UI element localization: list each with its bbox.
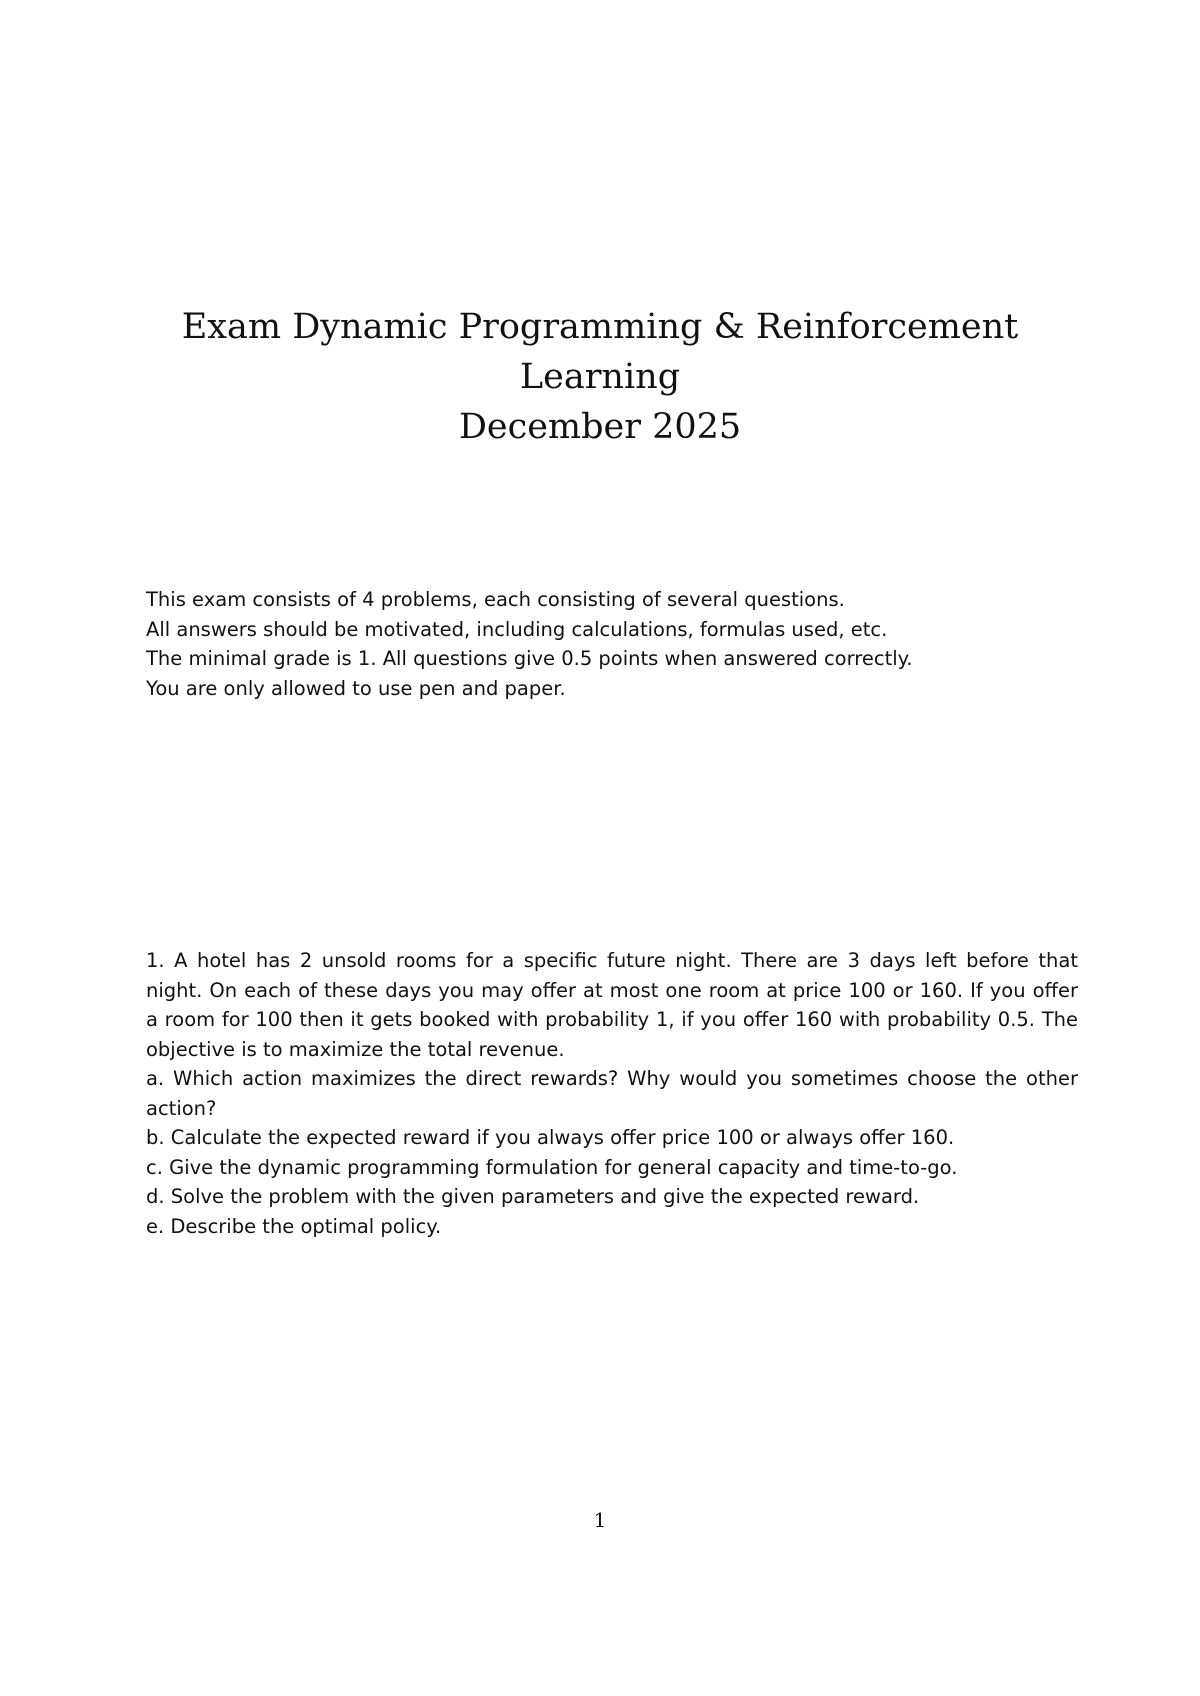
instruction-line: All answers should be motivated, including calculations, formulas used, etc. <box>146 617 888 641</box>
question-e: e. Describe the optimal policy. <box>146 1214 442 1238</box>
title-line-2: Learning <box>519 357 681 397</box>
exam-instructions <box>146 585 1086 703</box>
instruction-line: This exam consists of 4 problems, each consisting of several questions. <box>146 588 845 611</box>
problem-statement: 1. A hotel has 2 unsold rooms for a specific future night. There are 3 days left before that night. On each of these days you may offer at most one room at price 100 or 160. If you offer a room for 100 then it gets booked with probability 1, if you offer 160 with probability 0.5. The objective is to maximize the total revenue. <box>146 949 1078 1061</box>
exam-title <box>0 302 1200 452</box>
title-line-1: Exam Dynamic Programming & Reinforcement <box>181 307 1019 347</box>
instruction-line: The minimal grade is 1. All questions give 0.5 points when answered correctly. <box>146 647 913 670</box>
question-a: a. Which action maximizes the direct rewards? Why would you sometimes choose the other action? <box>146 1067 1078 1120</box>
instruction-line: You are only allowed to use pen and paper. <box>146 676 566 700</box>
page-number: 1 <box>593 1508 607 1532</box>
question-d: d. Solve the problem with the given parameters and give the expected reward. <box>146 1185 920 1208</box>
question-c: c. Give the dynamic programming formulation for general capacity and time-to-go. <box>146 1155 958 1179</box>
title-date: December 2025 <box>458 407 742 447</box>
problem-1 <box>146 946 1078 1241</box>
question-b: b. Calculate the expected reward if you always offer price 100 or always offer 160. <box>146 1126 955 1149</box>
